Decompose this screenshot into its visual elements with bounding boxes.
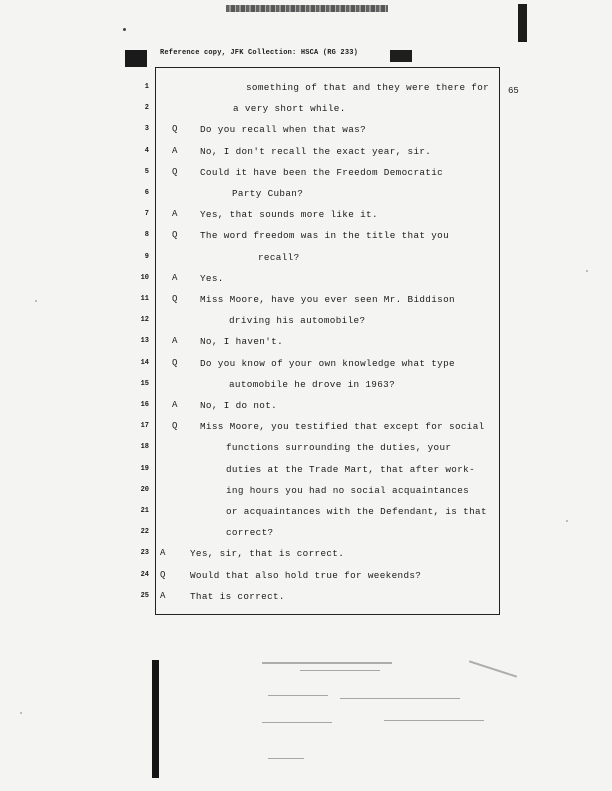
reference-header: Reference copy, JFK Collection: HSCA (RG 233) — [160, 49, 359, 57]
testimony-text: That is correct. — [190, 590, 285, 602]
transcript-line — [0, 252, 612, 265]
speaker-label: Q — [172, 166, 178, 177]
transcript-line — [0, 209, 612, 222]
testimony-text: ing hours you had no social acquaintances — [226, 484, 470, 496]
testimony-text: recall? — [258, 251, 300, 263]
line-number: 2 — [144, 104, 149, 113]
line-number: 12 — [140, 316, 149, 325]
speaker-label: Q — [160, 569, 166, 580]
line-number: 18 — [140, 443, 149, 452]
transcript-line — [0, 146, 612, 159]
scan-debris — [268, 758, 304, 759]
testimony-text: driving his automobile? — [229, 315, 366, 327]
speaker-label: A — [172, 400, 178, 410]
line-number: 1 — [144, 83, 149, 91]
line-number: 13 — [140, 337, 149, 346]
transcript-line — [0, 421, 612, 434]
scan-debris — [268, 695, 328, 696]
scan-debris — [469, 660, 517, 677]
speaker-label: A — [160, 590, 166, 601]
line-number: 4 — [144, 146, 149, 155]
scan-debris — [262, 722, 332, 723]
line-number: 5 — [144, 167, 149, 176]
testimony-text: Yes, that sounds more like it. — [200, 209, 378, 221]
testimony-text: No, I don't recall the exact year, sir. — [200, 145, 432, 157]
line-number: 15 — [140, 379, 149, 388]
testimony-text: No, I haven't. — [200, 336, 284, 348]
testimony-text: something of that and they were there for — [246, 82, 490, 93]
scan-speck — [35, 300, 37, 302]
speaker-label: Q — [172, 124, 178, 135]
speaker-label: A — [172, 272, 178, 283]
speaker-label: Q — [172, 294, 178, 304]
scan-debris — [262, 662, 392, 664]
line-number: 9 — [144, 252, 149, 261]
transcript-line — [0, 336, 612, 349]
scan-smudge — [226, 5, 388, 12]
line-number: 6 — [144, 189, 149, 197]
testimony-text: Do you know of your own knowledge what type — [200, 357, 455, 369]
transcript-line — [0, 379, 612, 392]
transcript-line — [0, 358, 612, 371]
testimony-text: Would that also hold true for weekends? — [190, 569, 422, 581]
testimony-text: Miss Moore, you testified that except for social — [200, 421, 485, 433]
transcript-line — [0, 464, 612, 477]
scan-mark — [518, 4, 527, 42]
page-number: 65 — [508, 86, 519, 96]
line-number: 17 — [140, 422, 149, 431]
scan-speck — [566, 520, 568, 522]
transcript-line — [0, 103, 612, 116]
transcript-line — [0, 506, 612, 519]
scan-speck — [20, 712, 22, 714]
speaker-label: Q — [172, 357, 178, 368]
line-number: 14 — [140, 358, 149, 367]
testimony-text: correct? — [226, 527, 274, 539]
transcript-line — [0, 442, 612, 455]
line-number: 19 — [140, 464, 149, 473]
transcript-line — [0, 273, 612, 286]
line-number: 8 — [144, 231, 149, 240]
testimony-text: or acquaintances with the Defendant, is that — [226, 506, 487, 517]
line-number: 25 — [140, 591, 149, 600]
line-number: 24 — [140, 570, 149, 579]
transcript-line — [0, 82, 612, 95]
transcript-line — [0, 188, 612, 201]
testimony-text: a very short while. — [233, 103, 346, 115]
line-number: 20 — [140, 485, 149, 494]
line-number: 11 — [140, 295, 149, 303]
testimony-text: Party Cuban? — [232, 188, 304, 199]
transcript-line — [0, 124, 612, 137]
line-number: 16 — [140, 401, 149, 409]
scan-debris — [340, 698, 460, 699]
testimony-text: Yes. — [200, 272, 224, 284]
testimony-text: automobile he drove in 1963? — [229, 378, 396, 390]
transcript-line — [0, 548, 612, 561]
scan-mark — [152, 660, 159, 778]
speaker-label: A — [172, 145, 178, 156]
transcript-line — [0, 570, 612, 583]
testimony-text: functions surrounding the duties, your — [226, 442, 452, 454]
transcript-line — [0, 230, 612, 243]
scan-debris — [384, 720, 484, 721]
speaker-label: A — [172, 336, 178, 347]
speaker-label: Q — [172, 421, 178, 432]
transcript-line — [0, 527, 612, 540]
testimony-text: Miss Moore, have you ever seen Mr. Biddison — [200, 294, 455, 305]
line-number: 21 — [140, 507, 149, 515]
scan-speck — [586, 270, 588, 272]
transcript-line — [0, 485, 612, 498]
line-number: 23 — [140, 549, 149, 558]
testimony-text: Yes, sir, that is correct. — [190, 548, 345, 560]
line-number: 22 — [140, 528, 149, 537]
transcript-line — [0, 591, 612, 604]
testimony-text: The word freedom was in the title that you — [200, 230, 450, 242]
testimony-text: duties at the Trade Mart, that after work- — [226, 463, 476, 475]
redaction-block — [390, 50, 412, 62]
transcript-line — [0, 315, 612, 328]
speaker-label: Q — [172, 230, 178, 241]
testimony-text: No, I do not. — [200, 400, 278, 411]
speaker-label: A — [172, 209, 178, 220]
line-number: 7 — [144, 210, 149, 219]
scan-dot — [123, 28, 126, 31]
testimony-text: Could it have been the Freedom Democratic — [200, 166, 444, 178]
transcript-line — [0, 167, 612, 180]
transcript-line — [0, 400, 612, 413]
line-number: 10 — [140, 273, 149, 282]
scan-debris — [300, 670, 380, 671]
testimony-text: Do you recall when that was? — [200, 124, 367, 136]
line-number: 3 — [144, 125, 149, 134]
transcript-line — [0, 294, 612, 307]
redaction-block — [125, 50, 147, 67]
speaker-label: A — [160, 548, 166, 559]
